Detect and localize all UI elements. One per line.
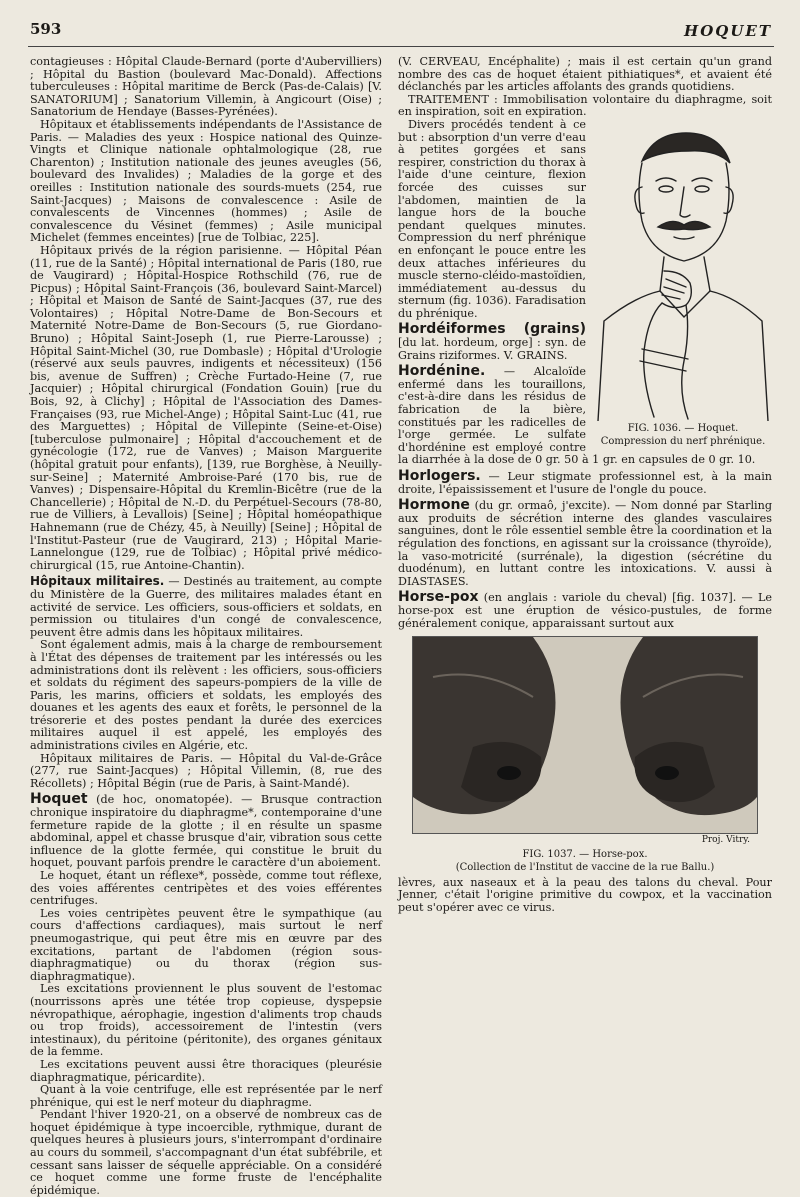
paragraph-reflexe: Le hoquet, étant un réflexe*, possède, comme tout réflexe, des voies afférentes centripètes et des voies efférentes centrifuges. [30,869,382,908]
paragraph-excitations: Les excitations proviennent le plus souvent de l'estomac (nourrissons après une tétée trop copieuse, dyspepsie névropathique, aérophagie, ingestion d'aliments trop chauds ou trop froids), accessoirement de l'intestin (vers intestinaux), du péritoine (péritonite), des organes génitaux de la femme. [30,982,382,1059]
horse-heads-photo-image [413,637,757,833]
entry-hoquet [30,793,382,870]
entry-horlogers [398,470,772,496]
entry-text-militaires: — Destinés au traitement, au compte du Ministère de la Guerre, des militaires malades étant en activité de service. Les officiers, sous-officiers et soldats, en permission ou titulaires d'un congé de convalescence, peuvent être admis dans les hôpitaux militaires. [30,575,382,639]
paragraph-admis: Sont également admis, mais à la charge de remboursement à l'État des dépenses de traitement par les intéressés ou les administrations dont ils relèvent : les officiers, sous-officiers et soldats du régiment des sapeurs-pompiers de la ville de Paris, les marins, officiers et soldats, les employés des douanes et les agents des eaux et forêts, le personnel de la trésorerie et des postes pendant la durée des exercices militaires auquel il est appelé, les employés des administrations civiles en Algérie, etc. [30,638,382,753]
figure-1037-caption-subtitle: (Collection de l'Institut de vaccine de la rue Ballu.) [455,861,715,873]
figure-1036 [594,121,772,447]
right-column [398,56,772,915]
entry-hormone [398,499,772,588]
paragraph-hopitaux-independants: Hôpitaux et établissements indépendants de l'Assistance de Paris. — Maladies des yeux : Hospice national des Quinze-Vingts et Clinique nationale ophtalmologique (28, rue Charenton) ; Institution nationale des jeunes aveugles (56, boulevard des Invalides) ; Maladies de la gorge et des oreilles : Institution nationale des sourds-muets (254, rue Saint-Jacques) ; Maisons de convalescence : Asile de convalescents de Vincennes (hommes) ; Asile de convalescence du Vésinet (femmes) ; Asile municipal Michelet (femmes enceintes) [rue de Tolbiac, 225]. [30,117,382,245]
entry-text-hordenine: — Alcaloïde enfermé dans les touraillons, c'est-à-dire dans les résidus de fabrication de la bière, constitués par les radicelles de l'orge germée. Le sulfate d'hordénine est employé contre la diarrhée à la dose de 0 gr. 50 à 1 gr. en capsules de 0 gr. 10. [398,365,756,467]
figure-1037 [398,636,772,873]
paragraph-traitement: TRAITEMENT : Immobilisation volontaire du diaphragme, soit en inspiration, soit en expiration. [398,92,772,119]
entry-horse-pox [398,591,772,630]
entry-text-horse-pox: (en anglais : variole du cheval) [fig. 1037]. — Le horse-pox est une éruption de vésico-pustules, de forme généralement conique, apparaissant surtout aux [398,591,772,630]
hiccup-compression-illustration [594,121,772,421]
figure-1037-caption-title: FIG. 1037. — Horse-pox. [522,848,648,860]
entry-heading-hormone: Hormone [398,497,470,514]
entry-text-hormone: (du gr. ormaô, j'excite). — Nom donné par Starling aux produits de sécrétion interne des glandes vasculaires sanguines, dont le rôle essentiel semble être la coordination et la régulation des fonctions, en agissant sur la croissance (thyroïde), la vaso-motricité (surrénale), la digestion (sécrétine du duodénum), en luttant contre les intoxications. V. aussi à DIASTASES. [398,499,772,588]
entry-heading-hordeiformes: Hordéiformes (grains) [398,321,586,338]
entry-hopitaux-militaires [30,575,382,639]
paragraph-voie-centrifuge: Quant à la voie centrifuge, elle est représentée par le nerf phrénique, qui est le nerf moteur du diaphragme. [30,1083,382,1109]
entry-heading-militaires: Hôpitaux militaires. [30,574,165,589]
entry-heading-horse-pox: Horse-pox [398,589,479,606]
entry-heading-hoquet: Hoquet [30,791,88,808]
entry-heading-horlogers: Horlogers. [398,468,481,484]
paragraph-procedes: Divers procédés tendent à ce but : absorption d'un verre d'eau à petites gorgées et sans respirer, constriction du thorax à l'aide d'une ceinture, flexion forcée des cuisses sur l'abdomen, maintien de la langue hors de la bouche pendant quelques minutes. Compression du nerf phrénique en enfonçant le pouce entre les deux attaches inférieures du muscle sterno-cléido-mastoïdien, immédiatement au-dessus du sternum (fig. 1036). Faradisation du phrénique. [398,117,586,320]
entry-text-horlogers: — Leur stigmate professionnel est, à la main droite, l'épaississement et l'usure de l'ongle du pouce. [398,470,772,496]
entry-text-hoquet: (de hoc, onomatopée). — Brusque contraction chronique inspiratoire du diaphragme*, contemporaine d'une fermeture rapide de la glotte ; il en résulte un spasme abdominal, appel et chasse brusque d'air, vibration sous cette influence de la glotte fermée, qui constitue le bruit du hoquet, pouvant parfois prendre le caractère d'un aboiement. [30,793,382,870]
figure-1036-caption-subtitle: Compression du nerf phrénique. [600,435,766,447]
paragraph-militaires-paris: Hôpitaux militaires de Paris. — Hôpital du Val-de-Grâce (277, rue Saint-Jacques) ; Hôpital Villemin, (8, rue des Récollets) ; Hôpital Bégin (rue de Paris, à Saint-Mandé). [30,751,382,790]
paragraph-hiver: Pendant l'hiver 1920-21, on a observé de nombreux cas de hoquet épidémique à type incoercible, rythmique, durant de quelques heures à plusieurs jours, s'interrompant d'ordinaire au cours du sommeil, s'accompagnant d'un état subfébrile, et cessant sans laisser de séquelle appréciable. On a considéré ce hoquet comme une forme fruste de l'encéphalite épidémique. [30,1108,382,1197]
paragraph-thoraciques: Les excitations peuvent aussi être thoraciques (pleurésie diaphragmatique, péricardite). [30,1057,382,1084]
paragraph-levres: lèvres, aux naseaux et à la peau des talons du cheval. Pour Jenner, c'était l'origine primitive du cowpox, et la vaccination peut s'opérer avec ce virus. [398,875,772,914]
left-column [30,56,382,1197]
paragraph-contagieuses: contagieuses : Hôpital Claude-Bernard (porte d'Aubervilliers) ; Hôpital du Bastion (boulevard Mac-Donald). Affections tuberculeuses : Hôpital maritime de Berck (Pas-de-Calais) [V. SANATORIUM] ; Sanatorium Villemin, à Angicourt (Oise) ; Sanatorium de Hendaye (Basses-Pyrénées). [30,55,382,119]
figure-1037-credit: Proj. Vitry. [701,835,750,846]
entry-heading-hordenine: Hordénine. [398,363,486,380]
figure-1036-caption-title: FIG. 1036. — Hoquet. [627,422,739,434]
paragraph-cerveau: (V. CERVEAU, Encéphalite) ; mais il est certain qu'un grand nombre des cas de hoquet étaient pithiatiques*, et avaient été déclanchés par les articles affolants des grands quotidiens. [398,55,772,94]
paragraph-voies-centripetes: Les voies centripètes peuvent être le sympathique (au cours d'affections cardiaques), mais surtout le nerf pneumogastrique, qui peut être mis en œuvre par des excitations, partant de l'abdomen (région sous-diaphragmatique) ou du thorax (région sus-diaphragmatique). [30,906,382,983]
header-rule [28,46,774,47]
horse-pox-photograph [412,636,758,834]
entry-text-hordeiformes: [du lat. hordeum, orge] : syn. de Grains riziformes. V. GRAINS. [398,336,586,362]
paragraph-hopitaux-prives: Hôpitaux privés de la région parisienne. — Hôpital Péan (11, rue de la Santé) ; Hôpital international de Paris (180, rue de Vaugirard) ; Hôpital-Hospice Rothschild (76, rue de Picpus) ; Hôpital Saint-François (36, boulevard Saint-Marcel) ; Hôpital et Maison de Santé de Saint-Jacques (37, rue des Volontaires) ; Hôpital Notre-Dame de Bon-Secours et Maternité Notre-Dame de Bon-Secours (5, rue Giordano-Bruno) ; Hôpital Saint-Joseph (1, rue Pierre-Larousse) ; Hôpital Saint-Michel (30, rue Dombasle) ; Hôpital d'Urologie (réservé aux seuls pauvres, indigents et nécessiteux) (156 bis, avenue de Suffren) ; Crèche Furtado-Heine (7, rue Jacquier) ; Hôpital chirurgical (Fondation Gouin) [rue du Bois, 92, à Clichy] ; Hôpital de l'Association des Dames-Françaises (93, rue Michel-Ange) ; Hôpital Saint-Luc (41, rue des Marguettes) ; Hôpital de Villepinte (Seine-et-Oise) [tuberculose pulmonaire] ; Hôpital d'accouchement et de gynécologie (172, rue de Vanves) ; Maison Marguerite (hôpital gratuit pour enfants), [139, rue Borghèse, à Neuilly-sur-Seine] ; Maternité Ambroise-Paré (170 bis, rue de Vanves) ; Dispensaire-Hôpital du Kremlin-Bicêtre (rue de la Chancellerie) ; Hôpital de N.-D. du Perpétuel-Secours (78-80, rue de Villiers, à Levallois) [Seine] ; Hôpital homéopathique Hahnemann (rue de Chézy, 45, à Neuilly) [Seine] ; Hôpital de l'Institut-Pasteur (rue de Vaugirard, 213) ; Hôpital Marie-Lannelongue (129, rue de Tolbiac) ; Hôpital privé médico-chirurgical (15, rue Antoine-Chantin). [30,243,382,572]
page-number: 593 [30,20,62,38]
running-head: HOQUET [684,22,772,40]
